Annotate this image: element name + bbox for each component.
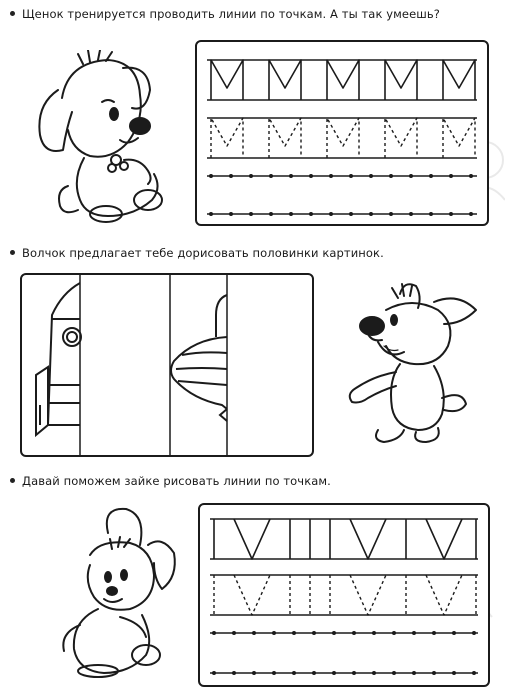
bullet-icon (10, 11, 15, 16)
tracing-dot (292, 671, 296, 675)
tracing-dot (272, 631, 276, 635)
tracing-dot (349, 174, 353, 178)
instruction-exercise-1 (10, 7, 440, 21)
puppy-icon (28, 50, 178, 225)
tracing-dot (392, 631, 396, 635)
tracing-dot (252, 671, 256, 675)
instruction-exercise-2 (10, 246, 384, 260)
tracing-dot (289, 212, 293, 216)
tracing-lines[interactable] (197, 42, 487, 224)
instruction-text: Давай поможем зайке рисовать линии по точкам. (22, 474, 331, 488)
tracing-dot (329, 174, 333, 178)
stroke-tracing-panel (198, 503, 490, 687)
tracing-dot (269, 212, 273, 216)
tracing-dot (372, 631, 376, 635)
half-pictures[interactable] (22, 275, 312, 455)
tracing-dot (272, 671, 276, 675)
tracing-dot (429, 212, 433, 216)
tracing-dot (432, 671, 436, 675)
tracing-dot (472, 631, 476, 635)
tracing-dot (409, 212, 413, 216)
tracing-dot (392, 671, 396, 675)
tracing-dot (289, 174, 293, 178)
tracing-dot (452, 671, 456, 675)
tracing-dot (252, 631, 256, 635)
tracing-dot (369, 174, 373, 178)
tracing-dot (212, 631, 216, 635)
letter-tracing-panel (195, 40, 489, 226)
tracing-dot (409, 174, 413, 178)
instruction-text: Волчок предлагает тебе дорисовать половинки картинок. (22, 246, 384, 260)
tracing-dot (469, 212, 473, 216)
tracing-dot (209, 212, 213, 216)
tracing-dot (452, 631, 456, 635)
tracing-dot (369, 212, 373, 216)
bullet-icon (10, 250, 15, 255)
tracing-dot (449, 212, 453, 216)
tracing-dot (412, 671, 416, 675)
tracing-dot (449, 174, 453, 178)
half-pictures-panel (20, 273, 314, 457)
bullet-icon (10, 478, 15, 483)
tracing-dot (232, 671, 236, 675)
half-spinning-top-icon (171, 295, 227, 421)
tracing-dot (309, 212, 313, 216)
tracing-dot (329, 212, 333, 216)
tracing-dot (332, 631, 336, 635)
half-rocket-icon (36, 283, 81, 435)
instruction-exercise-3 (10, 474, 331, 488)
tracing-dot (389, 174, 393, 178)
tracing-dot (212, 671, 216, 675)
tracing-dot (229, 212, 233, 216)
tracing-dot (292, 631, 296, 635)
tracing-dot (352, 631, 356, 635)
tracing-dot (412, 631, 416, 635)
tracing-dot (429, 174, 433, 178)
tracing-dot (389, 212, 393, 216)
tracing-dot (312, 631, 316, 635)
tracing-dot (352, 671, 356, 675)
instruction-text: Щенок тренируется проводить линии по точкам. А ты так умеешь? (22, 7, 440, 21)
tracing-dot (312, 671, 316, 675)
tracing-dot (249, 174, 253, 178)
tracing-dot (432, 631, 436, 635)
wolf-cub-icon (338, 280, 488, 445)
tracing-dot (229, 174, 233, 178)
tracing-dot (372, 671, 376, 675)
tracing-dot (232, 631, 236, 635)
stroke-tracing-lines[interactable] (200, 505, 488, 685)
tracing-dot (332, 671, 336, 675)
tracing-dot (209, 174, 213, 178)
tracing-dot (309, 174, 313, 178)
tracing-dot (472, 671, 476, 675)
tracing-dot (349, 212, 353, 216)
tracing-dot (269, 174, 273, 178)
tracing-dot (469, 174, 473, 178)
tracing-dot (249, 212, 253, 216)
bunny-icon (50, 505, 195, 680)
